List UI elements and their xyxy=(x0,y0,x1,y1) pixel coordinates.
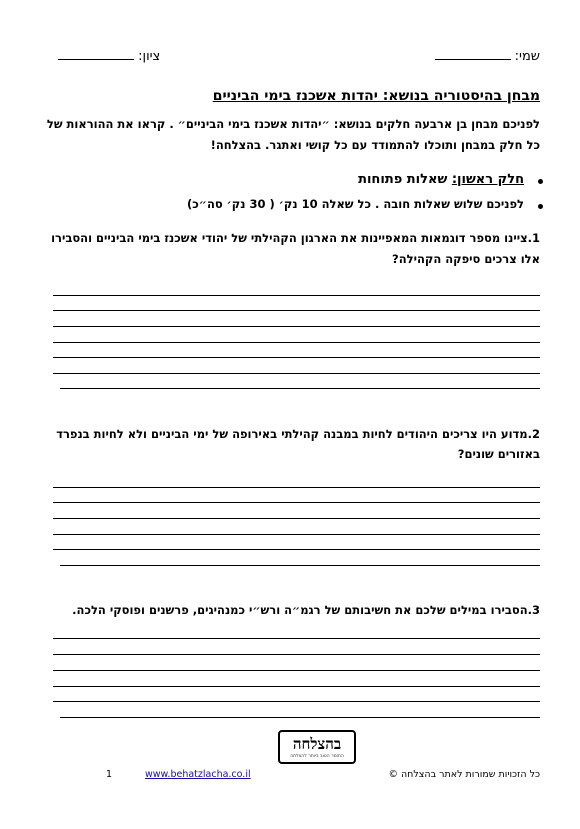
bullet xyxy=(538,179,543,184)
answer-line[interactable] xyxy=(53,654,540,655)
answer-line[interactable] xyxy=(53,310,540,311)
answer-line[interactable] xyxy=(53,518,540,519)
site-logo xyxy=(278,730,356,764)
intro-line-1: לפניכם מבחן בן ארבעה חלקים בנושא: ״יהדות אשכנז בימי הביניים״ . קראו את ההוראות של xyxy=(46,117,540,131)
question-3-line-1: 3.הסבירו במילים שלכם את חשיבותם של רגמ״ה ורש״י כמנהיגים, פרשנים ופוסקי הלכה. xyxy=(72,603,540,617)
intro-line-2: כל חלק במבחן ותוכלו להתמודד עם כל קושי ואתגר. בהצלחה! xyxy=(210,138,540,152)
question-1-line-1: 1.ציינו מספר דוגמאות המאפיינות את הארגון הקהילתי של יהודי אשכנז בימי הביניים והסבירו xyxy=(51,231,540,245)
bullet xyxy=(538,204,543,209)
answer-line[interactable] xyxy=(53,638,540,639)
part1-heading-text: שאלות פתוחות xyxy=(358,172,452,187)
answer-line[interactable] xyxy=(60,717,540,718)
part1-heading xyxy=(358,172,524,187)
question-2-line-2: באזורים שונים? xyxy=(457,447,540,461)
answer-line[interactable] xyxy=(53,549,540,550)
logo-subtext: החומר הטוב ביותר להצלחה xyxy=(290,754,344,759)
grade-blank xyxy=(58,47,134,60)
answer-line[interactable] xyxy=(53,686,540,687)
grade-label: ציון: xyxy=(138,49,161,64)
part1-heading-label: חלק ראשון: xyxy=(451,172,524,187)
name-blank xyxy=(435,47,511,60)
page-number: 1 xyxy=(106,769,113,780)
answer-line[interactable] xyxy=(53,357,540,358)
answer-line[interactable] xyxy=(53,295,540,296)
answer-line[interactable] xyxy=(53,534,540,535)
question-2-line-1: 2.מדוע היו צריכים היהודים לחיות במבנה קהילתי באירופה של ימי הביניים ולא לחיות בנפרד xyxy=(56,427,540,441)
answer-line[interactable] xyxy=(53,502,540,503)
footer-copyright: כל הזכויות שמורות לאתר בהצלחה © xyxy=(388,769,540,780)
answer-line[interactable] xyxy=(53,701,540,702)
answer-line[interactable] xyxy=(53,487,540,488)
answer-line[interactable] xyxy=(53,670,540,671)
answer-line[interactable] xyxy=(53,326,540,327)
name-label: שמי: xyxy=(514,49,540,64)
page-title: מבחן בהיסטוריה בנושא: יהדות אשכנז בימי הביניים xyxy=(212,88,540,104)
answer-line[interactable] xyxy=(53,373,540,374)
part1-instruction: לפניכם שלוש שאלות חובה . כל שאלה 10 נק׳ ( 30 נק׳ סה״כ) xyxy=(187,197,524,211)
footer-link[interactable]: www.behatzlacha.co.il xyxy=(145,769,251,780)
name-field xyxy=(435,47,540,64)
question-1-line-2: אלו צרכים סיפקה הקהילה? xyxy=(392,252,540,266)
grade-field xyxy=(58,47,160,64)
logo-text: בהצלחה xyxy=(292,735,342,753)
answer-line[interactable] xyxy=(60,388,540,389)
answer-line[interactable] xyxy=(53,342,540,343)
answer-line[interactable] xyxy=(60,565,540,566)
